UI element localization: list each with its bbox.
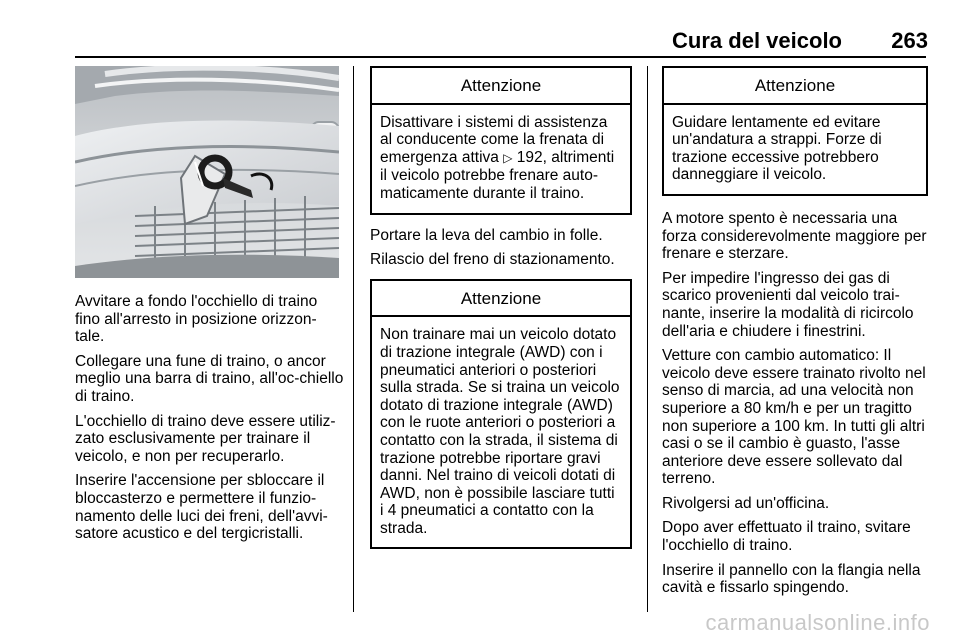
- paragraph: A motore spento è necessaria una forza considerevolmente maggiore per frenare e sterzare.: [662, 209, 927, 263]
- paragraph: L'occhiello di traino deve essere utiliz-zato esclusivamente per trainare il veicolo, e non per recuperarlo.: [75, 412, 336, 465]
- column-divider: [353, 66, 354, 612]
- warning-title: Attenzione: [372, 68, 630, 105]
- warning-text-end: , altrimenti il veicolo potrebbe frenare auto-maticamente durante il traino.: [380, 148, 615, 202]
- warning-text: Non trainare mai un veicolo dotato di trazione integrale (AWD) con i pneumatici anteriori o posteriori sulla strada. Se si traina un veicolo dotato di trazione integrale (AWD) con le ruote anteriori o posteriori a contatto con la strada, il sistema di trazione potrebbe riportare gravi danni. Nel traino di veicoli dotati di AWD, non è possibile lasciare tutti i 4 pneumatici a contatto con la strada.: [380, 326, 620, 537]
- paragraph: Collegare una fune di traino, o ancor meglio una barra di traino, all'oc-chiello di traino.: [75, 352, 344, 405]
- warning-box: [662, 66, 928, 196]
- warning-title: Attenzione: [664, 68, 926, 105]
- warning-box: [370, 66, 632, 215]
- warning-box: [370, 279, 632, 550]
- watermark: carmanualsonline.info: [705, 610, 930, 635]
- page-section-title: Cura del veicolo: [672, 28, 842, 53]
- paragraph: Rilascio del freno di stazionamento.: [370, 251, 615, 269]
- paragraph: Dopo aver effettuato il traino, svitare l'occhiello di traino.: [662, 519, 911, 555]
- paragraph: Rivolgersi ad un'officina.: [662, 494, 830, 512]
- page-number: 263: [891, 28, 928, 53]
- page-reference: 192: [516, 148, 543, 166]
- warning-text: [372, 105, 630, 213]
- tow-eye-illustration: [75, 66, 339, 278]
- right-column: [662, 66, 928, 604]
- tow-eye-photo: [75, 66, 339, 278]
- header-rule: [75, 56, 926, 58]
- warning-text-start: Disattivare i sistemi di assistenza al conducente come la frenata di emergenza attiva: [380, 113, 608, 166]
- page-header: [0, 0, 960, 58]
- paragraph: Portare la leva del cambio in folle.: [370, 226, 603, 244]
- middle-column: [370, 66, 632, 561]
- column-divider: [647, 66, 648, 612]
- triangle-arrow-icon: ▷: [503, 150, 513, 165]
- paragraph: Inserire il pannello con la flangia nella cavità e fissarlo spingendo.: [662, 561, 921, 597]
- paragraph: Per impedire l'ingresso dei gas di scarico provenienti dal veicolo trai-nante, inserire la modalità di ricircolo dell'aria e chiudere i finestrini.: [662, 269, 914, 340]
- paragraph: Vetture con cambio automatico: Il veicolo deve essere trainato rivolto nel senso di marcia, ad una velocità non superiore a 80 km/h e per un tragitto non superiore a 100 km. In tutti gli altri casi o se il cambio è guasto, l'asse anteriore deve essere sollevato dal terreno.: [662, 347, 926, 488]
- warning-title: Attenzione: [372, 281, 630, 318]
- paragraph: Inserire l'accensione per sbloccare il bloccasterzo e permettere il funzio-namento delle luci dei freni, dell'avvi-satore acustico e del tergicristalli.: [75, 472, 328, 543]
- warning-text: Guidare lentamente ed evitare un'andatura a strappi. Forze di trazione eccessive potrebbero danneggiare il veicolo.: [672, 113, 882, 184]
- paragraph: Avvitare a fondo l'occhiello di traino fino all'arresto in posizione orizzon-tale.: [75, 293, 318, 346]
- left-column: [75, 293, 345, 550]
